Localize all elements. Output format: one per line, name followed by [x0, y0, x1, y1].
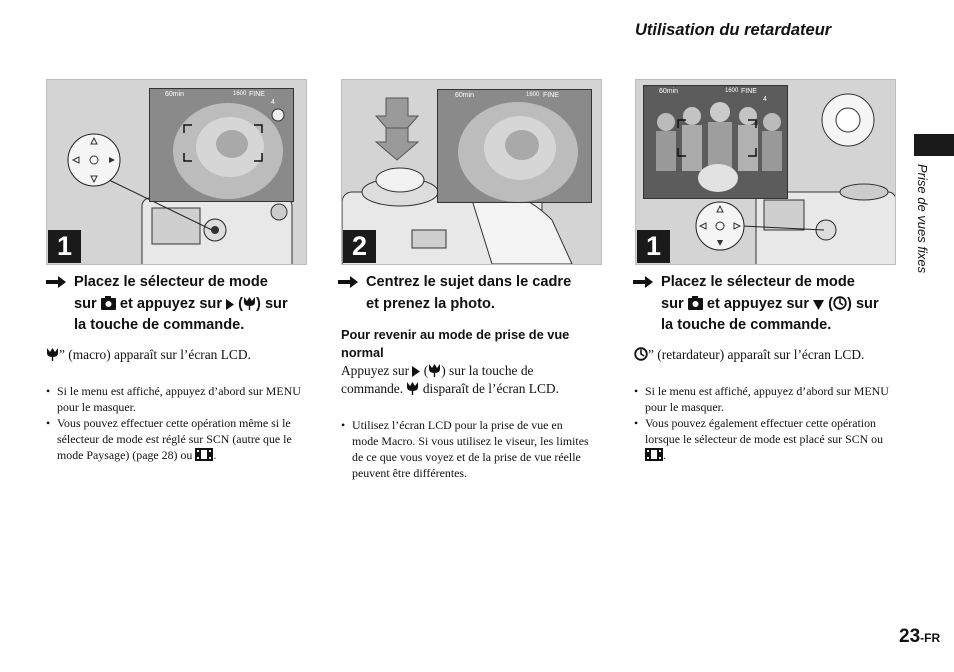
result-text-timer [634, 346, 904, 364]
instruction-fragment: ( [828, 295, 834, 312]
return-normal-heading: Pour revenir au mode de prise de vue normal [341, 327, 570, 360]
instruction-line [661, 294, 901, 316]
note-item: • Si le menu est affiché, appuyez d’abord sur MENU pour le masquer. [46, 383, 304, 415]
chapter-tab-marker [914, 134, 954, 156]
instruction-line: Placez le sélecteur de mode [661, 274, 855, 290]
lcd-quality-text: FINE [741, 88, 757, 95]
return-fragment: ( [423, 363, 429, 378]
instruction-fragment: sur [74, 295, 97, 312]
return-fragment: disparaît de l’écran LCD. [422, 381, 559, 396]
step-number-badge: 1 [48, 230, 81, 263]
lcd-status-bar [153, 91, 290, 106]
lcd-status-bar-3 [647, 88, 784, 103]
illustration-step-1-macro [46, 79, 307, 265]
lcd-battery-text: 60min [455, 92, 475, 99]
chapter-label-text: Prise de vues fixes [915, 164, 930, 274]
instruction-fragment: et appuyez sur [706, 295, 810, 312]
note-text: Vous pouvez également effectuer cette opération lorsque le sélecteur de mode est placé sur SCN ou [645, 416, 884, 446]
macro-tulip-icon [243, 296, 256, 310]
note-item [634, 415, 896, 463]
triangle-right-icon [412, 366, 420, 377]
note-text: Vous pouvez effectuer cette opération même si le sélecteur de mode est réglé sur SCN (autre que le mode Paysage) (page 28) ou [57, 416, 292, 462]
return-fragment: Appuyez sur [341, 363, 410, 378]
return-fragment: commande. [341, 381, 404, 396]
lcd-count-text: 4 [763, 96, 767, 103]
lcd-quality-text: FINE [249, 91, 265, 98]
section-title: Utilisation du retardateur [635, 21, 832, 39]
self-timer-icon [833, 296, 847, 310]
instruction-line: et prenez la photo. [366, 295, 495, 312]
movie-icon [195, 448, 213, 461]
notes-list-col-2 [341, 417, 591, 481]
lcd-preview-group [643, 85, 788, 199]
result-text-macro [46, 346, 306, 364]
instruction-line: Placez le sélecteur de mode [74, 274, 268, 290]
instruction-line: la touche de commande. [74, 317, 245, 333]
result-text: ” (retardateur) apparaît sur l’écran LCD. [648, 347, 865, 362]
note-text: . [213, 448, 217, 462]
note-text: . [663, 448, 666, 462]
lcd-quality-text: FINE [543, 92, 559, 99]
arrow-right-icon [46, 275, 66, 289]
lcd-size-text: 1600 [725, 88, 739, 94]
chapter-label [903, 164, 943, 314]
camera-icon [688, 296, 703, 310]
note-item: • Utilisez l’écran LCD pour la prise de vue en mode Macro. Si vous utilisez le viseur, les limites de ce que vous voyez et de la prise de vue réelle peuvent être différentes. [341, 417, 591, 481]
macro-tulip-icon [428, 363, 441, 377]
notes-list-col-3 [634, 383, 896, 463]
lcd-battery-text: 60min [165, 91, 185, 98]
arrow-right-icon [633, 275, 653, 289]
instruction-line: la touche de commande. [661, 317, 832, 333]
instruction-step-2 [366, 272, 606, 315]
macro-tulip-icon [406, 381, 419, 395]
instruction-fragment: ) sur [847, 295, 879, 312]
instruction-fragment: et appuyez sur [119, 295, 223, 312]
note-item: • Si le menu est affiché, appuyez d’abord sur MENU pour le masquer. [634, 383, 896, 415]
note-item [46, 415, 304, 463]
instruction-line [74, 294, 314, 316]
instruction-fragment: ( [238, 295, 244, 312]
instruction-step-1-timer [661, 272, 901, 337]
lcd-size-text: 1600 [526, 92, 540, 98]
return-fragment: ) sur la touche de [441, 363, 534, 378]
instruction-fragment: ) sur [256, 295, 288, 312]
instruction-line: Centrez le sujet dans le cadre [366, 274, 572, 290]
illustration-step-1-timer [635, 79, 896, 265]
self-timer-icon [634, 347, 648, 361]
lcd-size-text: 1600 [233, 91, 247, 97]
page-number-value: 23 [899, 626, 921, 647]
step-number-badge: 1 [637, 230, 670, 263]
page-number-suffix: -FR [920, 631, 941, 645]
illustration-step-2-shoot [341, 79, 602, 265]
arrow-right-icon [338, 275, 358, 289]
lcd-preview-rose [149, 88, 294, 202]
rose-photo-2 [438, 90, 591, 202]
step-number-badge: 2 [343, 230, 376, 263]
movie-icon [645, 448, 663, 461]
macro-tulip-icon [46, 347, 59, 361]
lcd-battery-text: 60min [659, 88, 679, 95]
lcd-count-text: 4 [271, 99, 275, 106]
return-normal-text [341, 362, 603, 398]
lcd-status-bar-2 [441, 92, 588, 102]
notes-list-col-1 [46, 383, 304, 463]
page-number [899, 626, 940, 648]
lcd-preview-rose-2 [437, 89, 592, 203]
triangle-down-icon [813, 300, 824, 310]
instruction-step-1-macro [74, 272, 314, 337]
camera-icon [101, 296, 116, 310]
instruction-fragment: sur [661, 295, 684, 312]
result-text: ” (macro) apparaît sur l’écran LCD. [59, 347, 251, 362]
triangle-right-icon [226, 299, 234, 310]
